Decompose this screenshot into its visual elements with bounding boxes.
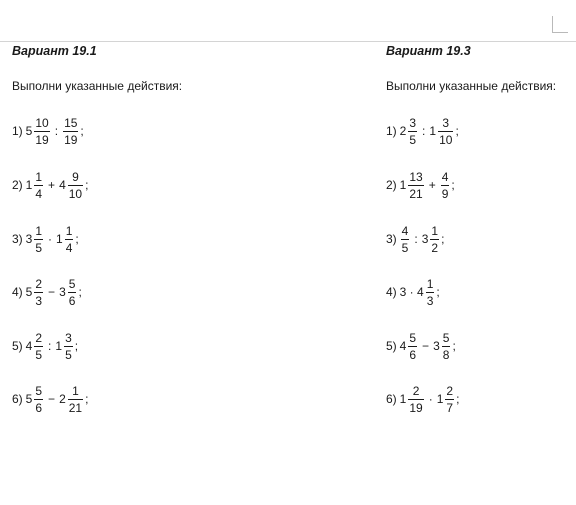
whole-part: 5: [25, 285, 33, 299]
operator: :: [422, 124, 426, 138]
variant-title: Вариант 19.1: [12, 44, 97, 58]
fraction-denominator: 10: [439, 132, 453, 147]
fraction: [441, 171, 450, 200]
operator: +: [48, 178, 56, 192]
fraction: [426, 278, 435, 307]
whole-part: 3: [25, 232, 33, 246]
fraction-numerator: 3: [65, 330, 72, 345]
problem-item: [12, 381, 88, 417]
fraction: [68, 385, 83, 414]
problem-number: 6): [386, 392, 397, 406]
fraction-numerator: 2: [35, 276, 43, 291]
whole-part: 1: [436, 392, 444, 406]
fraction: [34, 225, 43, 254]
fraction: [442, 332, 451, 361]
problem-number: 2): [12, 178, 23, 192]
fraction: [408, 385, 423, 414]
fraction-denominator: 8: [442, 347, 450, 362]
fraction-numerator: 2: [446, 383, 454, 398]
whole-part: 3: [421, 232, 429, 246]
fraction-numerator: 3: [442, 115, 450, 130]
problem-number: 5): [386, 339, 397, 353]
fraction-numerator: 10: [35, 115, 49, 130]
problem-item: [12, 113, 84, 149]
fraction: [408, 171, 423, 200]
problem-number: 1): [386, 124, 397, 138]
fraction-denominator: 4: [65, 240, 73, 255]
semicolon: ;: [74, 339, 79, 353]
fraction-numerator: 4: [401, 223, 409, 238]
fraction-numerator: 9: [72, 169, 79, 184]
fraction-numerator: 5: [68, 276, 76, 291]
fraction: [445, 385, 454, 414]
fraction-numerator: 5: [409, 330, 417, 345]
fraction-numerator: 4: [441, 169, 449, 184]
fraction: [438, 117, 453, 146]
problem-number: 6): [12, 392, 23, 406]
whole-part: 4: [399, 339, 407, 353]
problem-number: 3): [386, 232, 397, 246]
problem-item: [386, 381, 459, 417]
fraction-denominator: 6: [68, 293, 76, 308]
fraction: [430, 225, 439, 254]
whole-part: 4: [25, 339, 33, 353]
fraction-numerator: 2: [35, 330, 43, 345]
semicolon: ;: [456, 392, 460, 406]
fraction: [408, 332, 417, 361]
fraction-numerator: 1: [35, 223, 43, 238]
fraction-numerator: 1: [426, 276, 434, 291]
problem-number: 3): [12, 232, 23, 246]
fraction-denominator: 3: [35, 293, 43, 308]
fraction: [68, 171, 83, 200]
problem-item: [12, 274, 82, 310]
operator: :: [414, 232, 418, 246]
fraction-denominator: 19: [64, 132, 78, 147]
variant-title: Вариант 19.3: [386, 44, 471, 58]
fraction: [401, 225, 410, 254]
fraction-denominator: 4: [35, 186, 43, 201]
fraction-denominator: 6: [35, 400, 43, 415]
fraction-numerator: 1: [35, 169, 43, 184]
problem-item: [386, 221, 444, 257]
fraction: [34, 171, 43, 200]
problem-number: 4): [386, 285, 397, 299]
fraction-denominator: 3: [426, 293, 434, 308]
operator: +: [428, 178, 436, 192]
semicolon: ;: [85, 178, 89, 192]
whole-part: 1: [56, 232, 63, 246]
whole-part: 5: [25, 392, 33, 406]
fraction-numerator: 3: [409, 115, 417, 130]
whole-part: 4: [59, 178, 66, 192]
fraction-numerator: 1: [72, 383, 79, 398]
fraction: [34, 385, 43, 414]
fraction-denominator: 21: [68, 400, 83, 415]
semicolon: ;: [441, 232, 445, 246]
whole-part: 2: [59, 392, 66, 406]
fraction-denominator: 7: [446, 400, 454, 415]
fraction-denominator: 5: [401, 240, 409, 255]
fraction: [68, 278, 77, 307]
fraction-numerator: 5: [442, 330, 450, 345]
whole-part: 1: [55, 339, 63, 353]
fraction-denominator: 2: [431, 240, 439, 255]
page-top-edge: [0, 41, 576, 42]
whole-part: 3 · 4: [399, 285, 424, 299]
problem-number: 5): [12, 339, 23, 353]
whole-part: 3: [59, 285, 66, 299]
problem-item: [12, 221, 79, 257]
problem-item: [12, 328, 78, 364]
whole-part: 5: [25, 124, 33, 138]
fraction-denominator: 10: [68, 186, 83, 201]
instruction-text: Выполни указанные действия:: [12, 79, 183, 93]
fraction-denominator: 5: [65, 347, 72, 362]
problem-item: [386, 167, 455, 203]
problem-item: [386, 328, 456, 364]
fraction-denominator: 19: [35, 132, 49, 147]
semicolon: ;: [78, 285, 82, 299]
fraction: [64, 332, 73, 361]
whole-part: 1: [429, 124, 437, 138]
operator: :: [48, 339, 52, 353]
fraction: [63, 117, 78, 146]
operator: −: [422, 339, 430, 353]
fraction-numerator: 15: [64, 115, 78, 130]
fraction-denominator: 6: [409, 347, 417, 362]
fraction: [34, 278, 43, 307]
instruction-text: Выполни указанные действия:: [386, 79, 557, 93]
semicolon: ;: [451, 178, 455, 192]
problem-number: 4): [12, 285, 23, 299]
problem-number: 1): [12, 124, 23, 138]
fraction: [408, 117, 417, 146]
whole-part: 2: [399, 124, 407, 138]
fraction: [34, 332, 43, 361]
fraction-denominator: 19: [409, 400, 423, 415]
problem-item: [386, 274, 440, 310]
semicolon: ;: [455, 124, 459, 138]
semicolon: ;: [436, 285, 440, 299]
operator: ·: [48, 232, 53, 246]
problem-item: [386, 113, 459, 149]
semicolon: ;: [452, 339, 456, 353]
whole-part: 1: [399, 178, 407, 192]
problem-item: [12, 167, 88, 203]
fraction-numerator: 1: [431, 223, 439, 238]
page-corner-mark: [552, 16, 568, 33]
semicolon: ;: [75, 232, 79, 246]
fraction-numerator: 2: [412, 383, 420, 398]
semicolon: ;: [80, 124, 84, 138]
fraction: [34, 117, 49, 146]
fraction-denominator: 9: [441, 186, 449, 201]
whole-part: 1: [399, 392, 407, 406]
whole-part: 3: [433, 339, 440, 353]
fraction-numerator: 5: [35, 383, 43, 398]
fraction-denominator: 5: [35, 347, 43, 362]
fraction: [65, 225, 74, 254]
semicolon: ;: [85, 392, 89, 406]
fraction-numerator: 1: [65, 223, 73, 238]
operator: :: [54, 124, 59, 138]
fraction-denominator: 21: [409, 186, 423, 201]
whole-part: 1: [25, 178, 33, 192]
operator: −: [48, 392, 56, 406]
problem-number: 2): [386, 178, 397, 192]
fraction-numerator: 13: [409, 169, 423, 184]
operator: ·: [428, 392, 433, 406]
fraction-denominator: 5: [409, 132, 417, 147]
fraction-denominator: 5: [35, 240, 43, 255]
operator: −: [48, 285, 56, 299]
